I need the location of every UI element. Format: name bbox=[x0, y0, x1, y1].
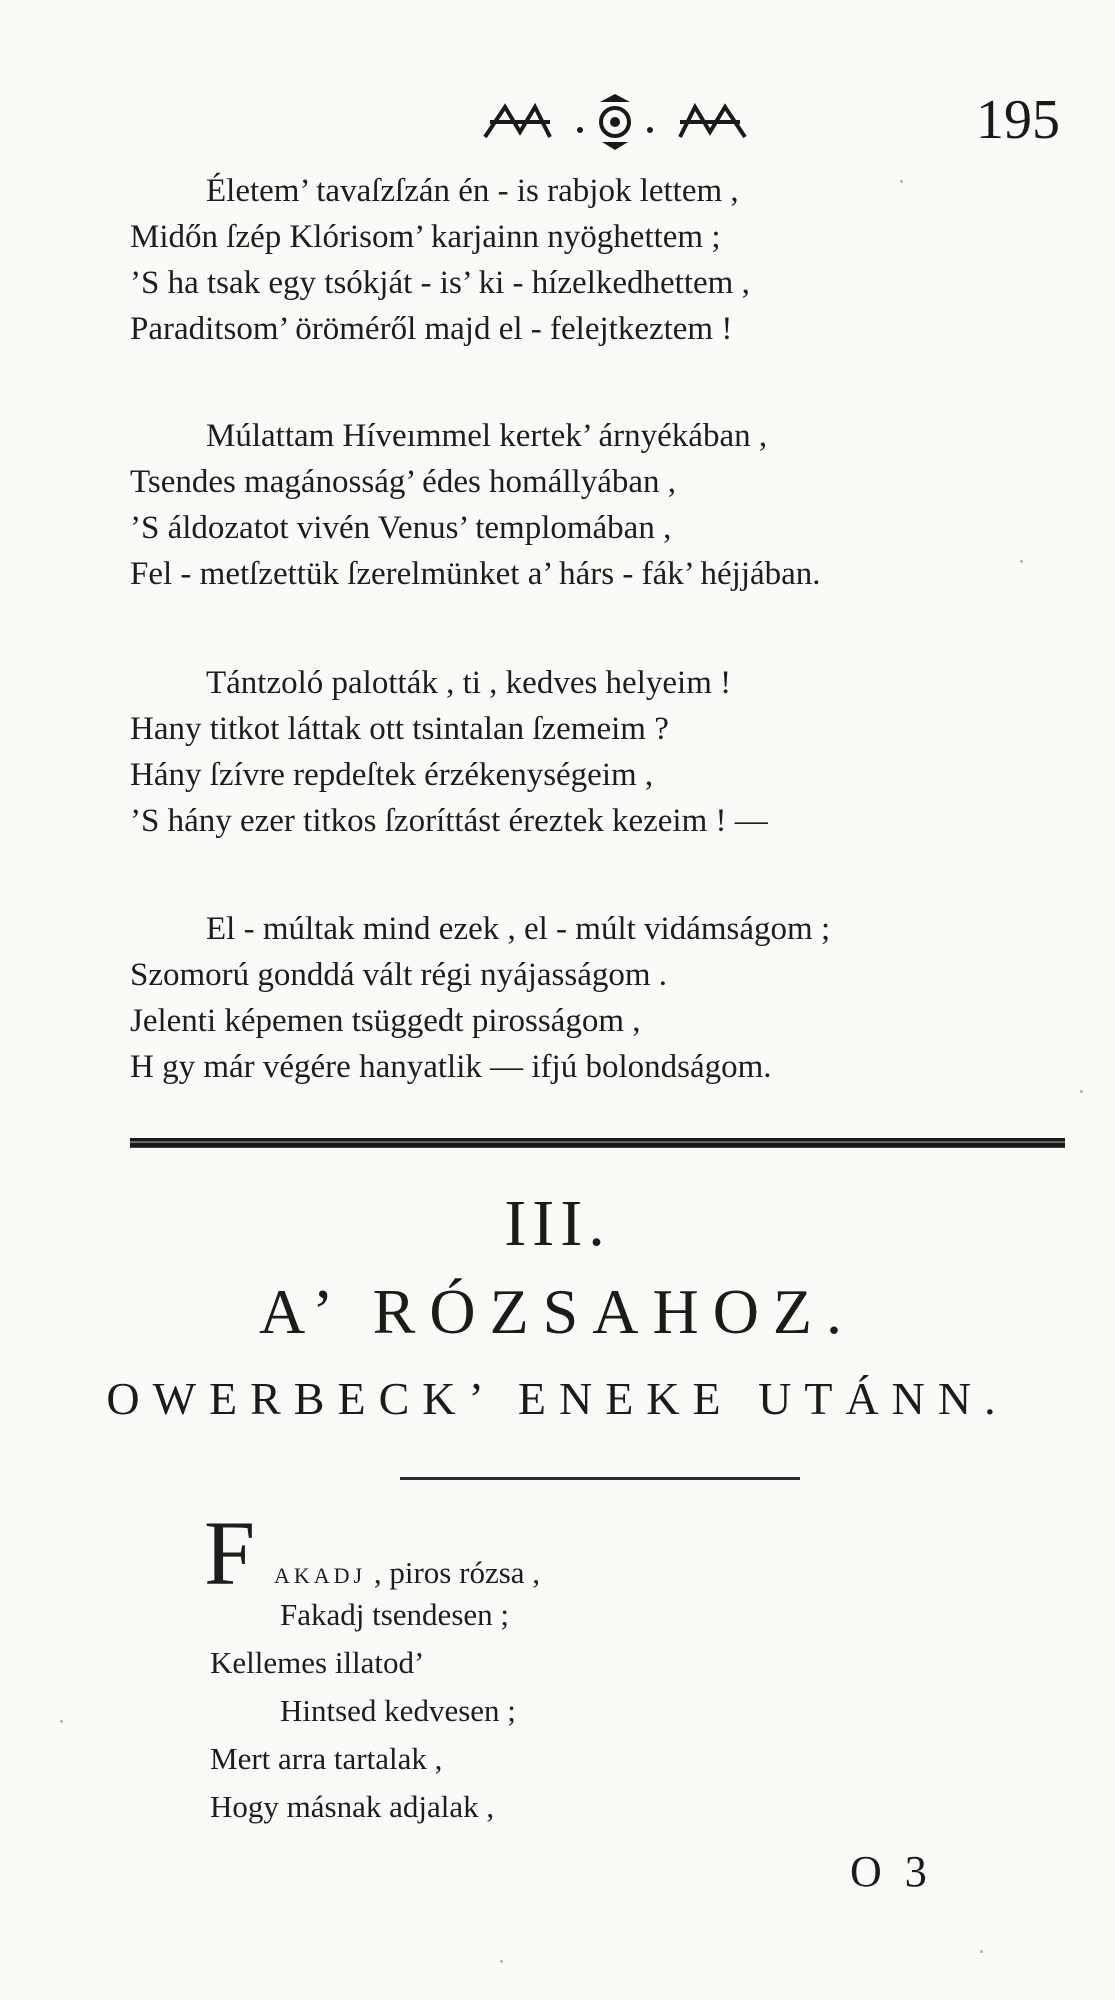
title-rule bbox=[400, 1477, 800, 1480]
verse-line: Szomorú gonddá vált régi nyájasságom . bbox=[130, 957, 668, 993]
verse-line: Hany titkot láttak ott tsintalan ſzemeim ? bbox=[130, 711, 669, 747]
verse-line: Fakadj tsendesen ; bbox=[280, 1597, 510, 1632]
paper-speck bbox=[500, 1960, 503, 1963]
verse-line: El - múltak mind ezek , el - múlt vidámságom ; bbox=[206, 911, 831, 947]
verse-line: ’S hány ezer titkos ſzoríttást éreztek kezeim ! — bbox=[130, 803, 768, 839]
verse-line: Tsendes magánosság’ édes homállyában , bbox=[130, 464, 676, 500]
drop-cap: F bbox=[204, 1502, 256, 1604]
poem-title: A’ RÓZSAHOZ. bbox=[258, 1276, 857, 1347]
paper-speck bbox=[1080, 1090, 1083, 1093]
signature-mark: O 3 bbox=[850, 1847, 933, 1896]
stanza bbox=[130, 660, 1070, 844]
verse-line: Hogy másnak adjalak , bbox=[210, 1789, 495, 1824]
stanza bbox=[130, 906, 1070, 1090]
verse-line: Fel - metſzettük ſzerelmünket a’ hárs - fák’ héjjában. bbox=[130, 556, 821, 592]
stanza bbox=[130, 413, 1070, 597]
verse-line: Kellemes illatod’ bbox=[210, 1645, 425, 1680]
poem-subtitle: OWERBECK’ ENEKE UTÁNN. bbox=[106, 1373, 1009, 1424]
verse-line: Életem’ tavaſzſzán én - is rabjok lettem , bbox=[206, 173, 739, 209]
section-divider bbox=[130, 1138, 1065, 1147]
page-number: 195 bbox=[976, 89, 1060, 151]
verse-line: Hány ſzívre repdeſtek érzékenységeim , bbox=[130, 757, 654, 793]
poem-body bbox=[204, 1502, 910, 1831]
verse-line: ’S ha tsak egy tsókját - is’ ki - hízelkedhettem , bbox=[130, 265, 750, 301]
verse-line: Paraditsom’ öröméről majd el - felejtkeztem ! bbox=[130, 311, 733, 347]
first-line-rest: , piros rózsa , bbox=[373, 1555, 541, 1590]
first-verse-line bbox=[204, 1502, 910, 1604]
verse-line: Hintsed kedvesen ; bbox=[280, 1693, 516, 1728]
verse-line: Múlattam Híveımmel kertek’ árnyékában , bbox=[206, 418, 768, 454]
verse-line: Jelenti képemen tsüggedt pirosságom , bbox=[130, 1003, 641, 1039]
verse-line: ’S áldozatot vivén Venus’ templomában , bbox=[130, 510, 672, 546]
verse-line: Midőn ſzép Klórisom’ karjainn nyöghettem ; bbox=[130, 219, 721, 255]
paper-speck bbox=[60, 1720, 63, 1723]
head-ornament-icon bbox=[480, 92, 750, 152]
verse-line: H gy már végére hanyatlik — ifjú bolondságom. bbox=[130, 1049, 772, 1085]
small-caps-word: AKADJ bbox=[274, 1563, 367, 1588]
paper-speck bbox=[900, 180, 903, 183]
verse-line: Tántzoló palották , ti , kedves helyeim ! bbox=[206, 665, 732, 701]
paper-speck bbox=[1020, 560, 1023, 563]
verse-line: Mert arra tartalak , bbox=[210, 1741, 443, 1776]
stanza bbox=[130, 168, 1070, 352]
section-number: III. bbox=[504, 1187, 611, 1260]
paper-speck bbox=[980, 1950, 983, 1953]
first-line-text bbox=[274, 1549, 540, 1600]
